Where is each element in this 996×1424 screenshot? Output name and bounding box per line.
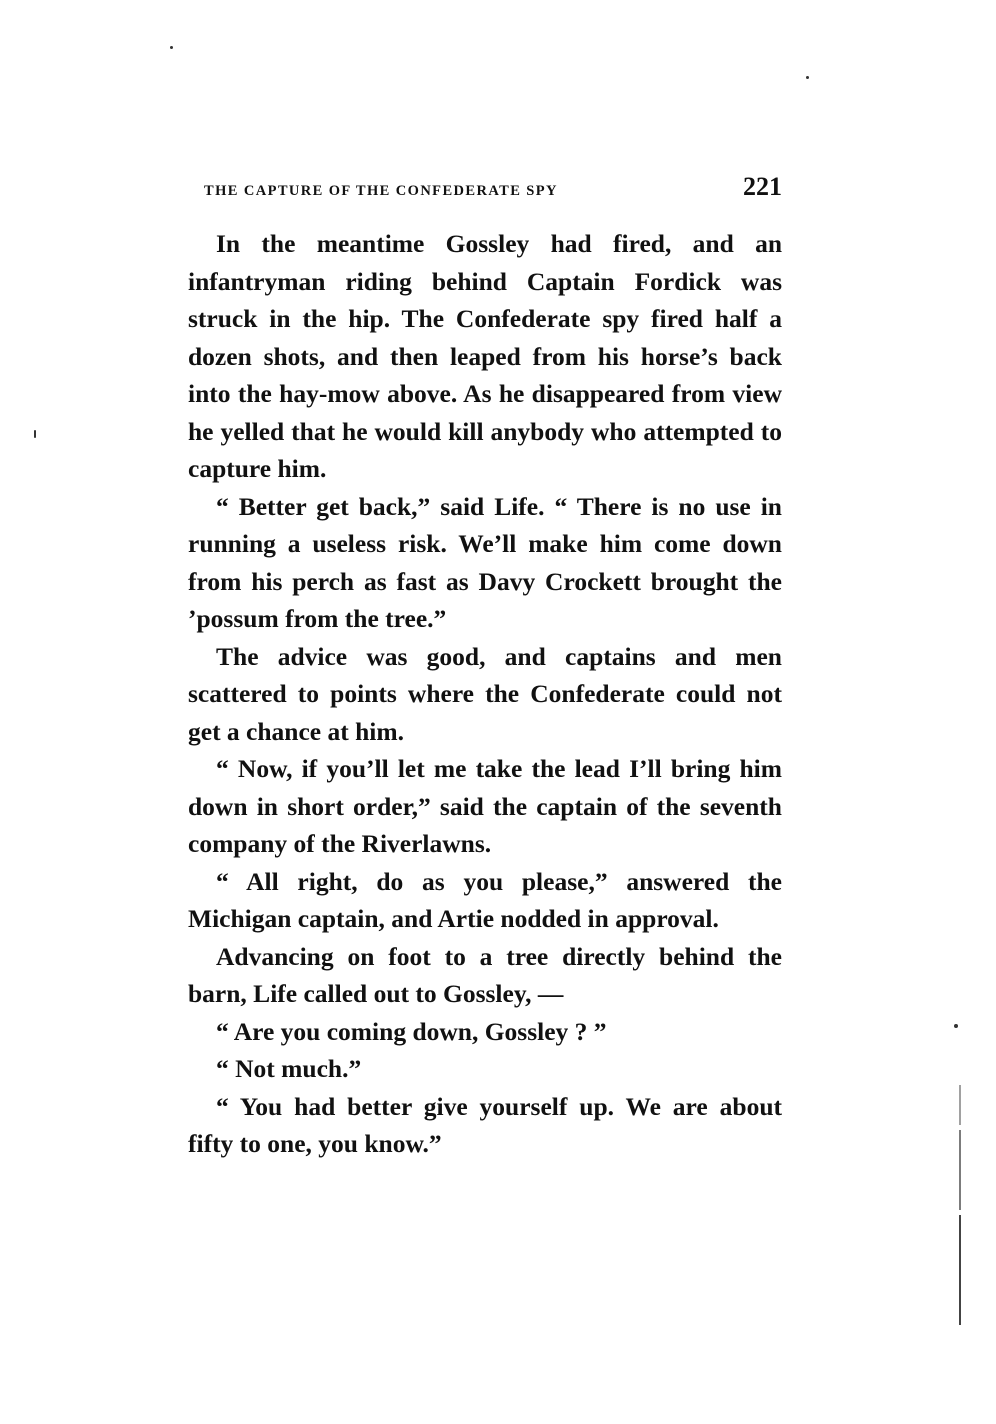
paragraph: “ Not much.” bbox=[216, 1054, 362, 1083]
scan-speck bbox=[806, 76, 809, 79]
paragraph: “ Are you coming down, Gossley ? ” bbox=[216, 1016, 607, 1046]
scan-edge-line bbox=[959, 1085, 961, 1125]
scan-speck bbox=[954, 1024, 958, 1028]
paragraph: “ Better get back,” said Life. “ There is no use in running a useless risk. We’ll make him come down from his perch as fast as Davy Crockett brought the ’possum from the tree.” bbox=[188, 491, 782, 633]
running-title: THE CAPTURE OF THE CONFEDERATE SPY bbox=[204, 183, 558, 199]
page-number: 221 bbox=[743, 172, 782, 201]
paragraph: “ All right, do as you please,” answered the Michigan captain, and Artie nodded in approval. bbox=[188, 866, 782, 933]
paragraph: “ You had better give yourself up. We are about fifty to one, you know.” bbox=[188, 1091, 782, 1158]
scan-speck bbox=[34, 430, 36, 438]
scan-speck bbox=[170, 46, 173, 49]
page-header bbox=[204, 172, 782, 202]
paragraph: In the meantime Gossley had fired, and an infantryman riding behind Captain Fordick was struck in the hip. The Confederate spy fired half a dozen shots, and then leaped from his horse’s back into the hay-mow above. As he disappeared from view he yelled that he would kill anybody who attempted to capture him. bbox=[188, 229, 782, 483]
paragraph: “ Now, if you’ll let me take the lead I’ll bring him down in short order,” said the captain of the seventh company of the Riverlawns. bbox=[188, 754, 782, 858]
paragraph: The advice was good, and captains and men scattered to points where the Confederate could not get a chance at him. bbox=[188, 641, 782, 746]
scan-edge-line bbox=[959, 1215, 961, 1325]
body-text bbox=[188, 225, 782, 1163]
scan-edge-line bbox=[959, 1130, 961, 1210]
paragraph: Advancing on foot to a tree directly behind the barn, Life called out to Gossley, — bbox=[188, 941, 782, 1008]
